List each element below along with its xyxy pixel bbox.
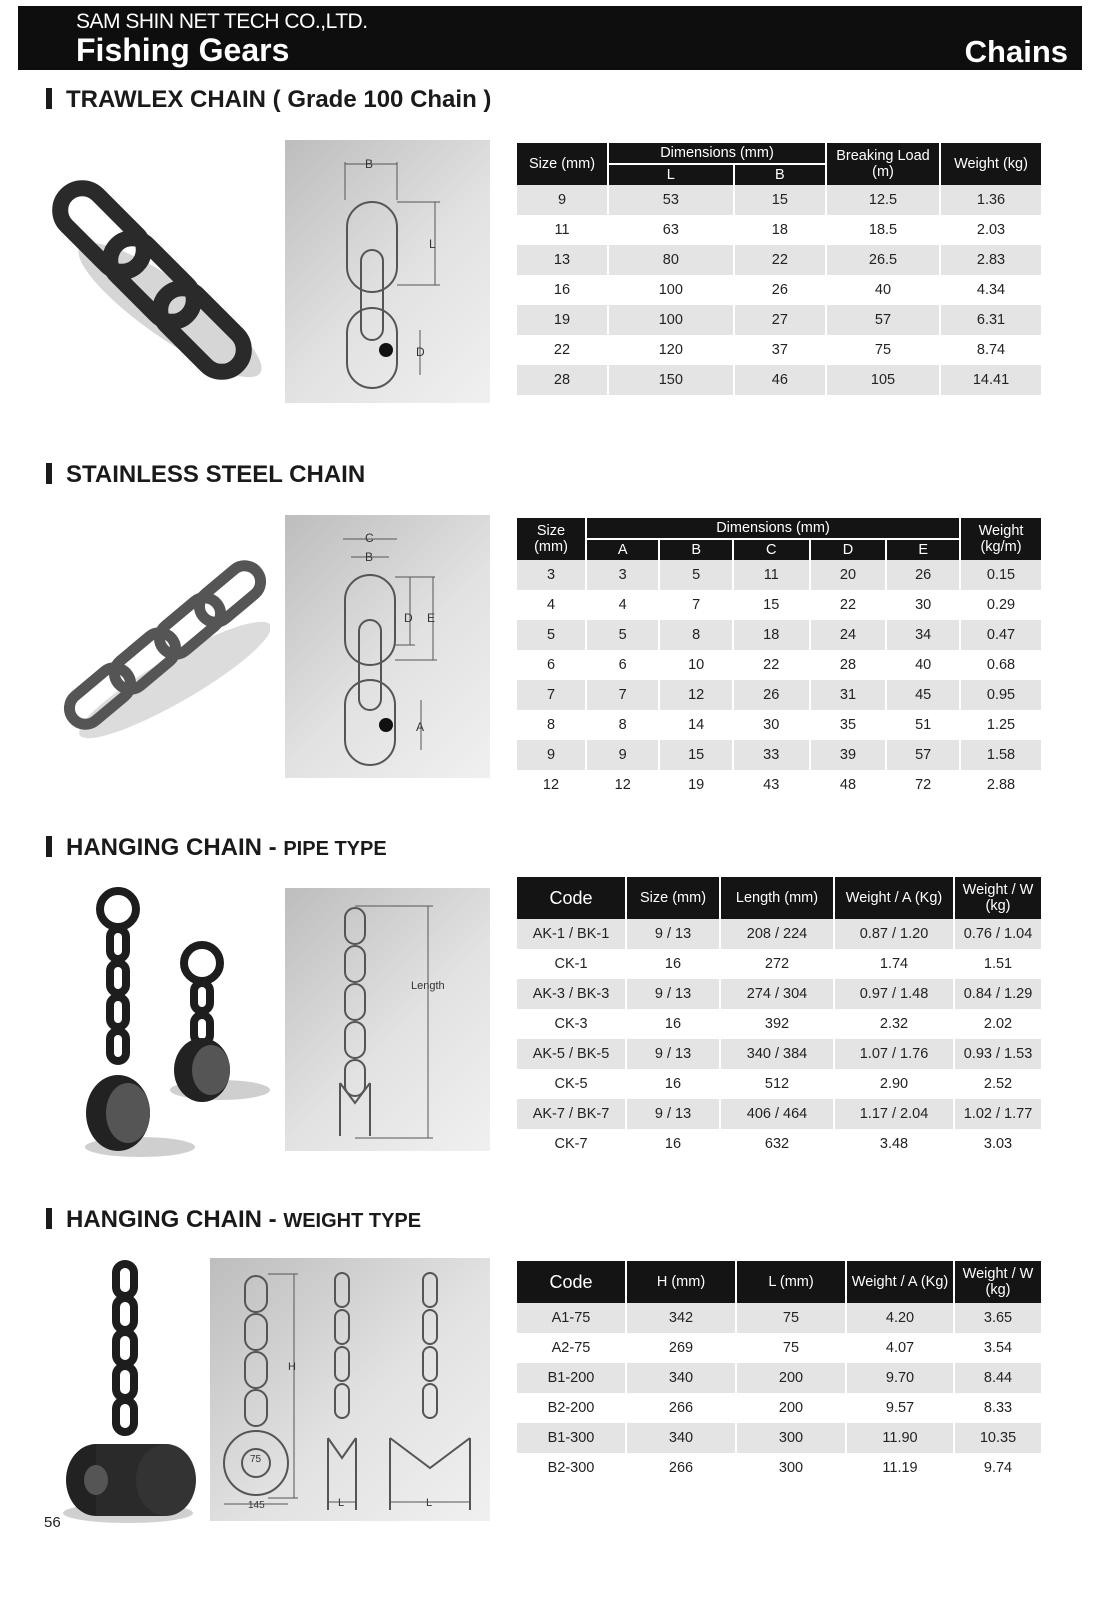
table-row [517,1303,1041,1333]
diagram-label-h: H [288,1361,296,1373]
table-cell: 4.34 [941,275,1041,305]
section-bar [46,88,52,109]
col-size: Size (mm) [517,518,585,560]
pipe-chain-photo [70,885,280,1165]
stainless-spec-table [515,518,1043,800]
table-cell: 40 [827,275,939,305]
table-cell: 120 [609,335,733,365]
table-cell: 5 [517,620,585,650]
table-cell: 57 [827,305,939,335]
table-row [517,365,1041,395]
diagram-label-75: 75 [250,1454,262,1465]
table-cell: 14.41 [941,365,1041,395]
table-cell: 53 [609,185,733,215]
table-cell: 0.68 [961,650,1041,680]
table-cell: AK-3 / BK-3 [517,979,625,1009]
table-cell: 105 [827,365,939,395]
table-cell: 40 [887,650,959,680]
trawlex-diagram [285,140,490,403]
table-cell: 632 [721,1129,833,1159]
table-cell: B1-200 [517,1363,625,1393]
table-cell: 33 [734,740,809,770]
weight-chain-photo [58,1258,198,1528]
table-cell: 51 [887,710,959,740]
table-row [517,620,1041,650]
trawlex-chain-photo [50,170,270,390]
table-cell: 12 [517,770,585,800]
table-cell: 274 / 304 [721,979,833,1009]
table-cell: 5 [587,620,658,650]
table-cell: 34 [887,620,959,650]
table-cell: 3.03 [955,1129,1041,1159]
table-cell: 7 [517,680,585,710]
table-cell: 266 [627,1453,735,1483]
table-cell: 0.93 / 1.53 [955,1039,1041,1069]
table-cell: 10.35 [955,1423,1041,1453]
table-cell: 1.58 [961,740,1041,770]
table-cell: 10 [660,650,731,680]
page-header [18,6,1082,70]
table-cell: 0.29 [961,590,1041,620]
table-cell: 4 [517,590,585,620]
diagram-label-l: L [429,237,436,251]
table-cell: 75 [737,1333,845,1363]
table-cell: 0.47 [961,620,1041,650]
table-cell: 9 / 13 [627,919,719,949]
table-cell: 340 / 384 [721,1039,833,1069]
table-cell: 80 [609,245,733,275]
table-cell: 0.97 / 1.48 [835,979,953,1009]
diagram-label-b: B [365,157,374,171]
table-cell: 8 [517,710,585,740]
diagram-label-l: L [426,1497,433,1509]
category-title: Chains [964,34,1068,69]
trawlex-spec-table [515,143,1043,395]
table-cell: 16 [627,1009,719,1039]
table-cell: 12.5 [827,185,939,215]
table-cell: 8.44 [955,1363,1041,1393]
table-row [517,1333,1041,1363]
table-cell: 8.33 [955,1393,1041,1423]
pipe-section-title: HANGING CHAIN - PIPE TYPE [46,834,387,862]
table-cell: 340 [627,1363,735,1393]
company-name: SAM SHIN NET TECH CO.,LTD. [76,10,368,33]
table-cell: 12 [660,680,731,710]
table-cell: 1.36 [941,185,1041,215]
table-cell: 1.74 [835,949,953,979]
table-cell: 4 [587,590,658,620]
table-row [517,919,1041,949]
table-cell: CK-5 [517,1069,625,1099]
table-cell: A2-75 [517,1333,625,1363]
table-cell: 19 [517,305,607,335]
table-row [517,335,1041,365]
table-cell: 18.5 [827,215,939,245]
table-cell: 1.07 / 1.76 [835,1039,953,1069]
table-cell: B2-200 [517,1393,625,1423]
table-cell: CK-7 [517,1129,625,1159]
table-cell: 27 [735,305,825,335]
table-row [517,1393,1041,1423]
table-row [517,1453,1041,1483]
table-cell: 72 [887,770,959,800]
section-bar [46,463,52,484]
col-dimensions: Dimensions (mm) [609,143,825,163]
table-cell: 22 [811,590,886,620]
diagram-label-d: D [404,611,413,625]
stainless-diagram [285,515,490,778]
table-cell: 39 [811,740,886,770]
table-cell: 22 [734,650,809,680]
table-cell: 26.5 [827,245,939,275]
table-cell: A1-75 [517,1303,625,1333]
table-cell: 1.51 [955,949,1041,979]
col-weight-a: Weight / A (Kg) [835,877,953,919]
table-row [517,710,1041,740]
table-row [517,560,1041,590]
stainless-chain-photo [55,560,270,750]
weight-diagram [210,1258,490,1521]
table-cell: 300 [737,1453,845,1483]
weight-spec-table [515,1261,1043,1483]
col-weight: Weight (kg) [941,143,1041,185]
table-row [517,979,1041,1009]
col-b: B [735,163,825,185]
table-cell: 11 [734,560,809,590]
table-cell: AK-1 / BK-1 [517,919,625,949]
table-row [517,185,1041,215]
table-cell: 3.54 [955,1333,1041,1363]
table-cell: 9.70 [847,1363,953,1393]
table-cell: 272 [721,949,833,979]
col-a: A [587,538,658,560]
pipe-diagram [285,888,490,1151]
table-row [517,1009,1041,1039]
table-cell: 0.15 [961,560,1041,590]
table-row [517,215,1041,245]
table-row [517,949,1041,979]
trawlex-section-title: TRAWLEX CHAIN ( Grade 100 Chain ) [46,86,491,114]
table-cell: 16 [627,1069,719,1099]
table-cell: 7 [587,680,658,710]
table-cell: B1-300 [517,1423,625,1453]
col-b: B [660,538,731,560]
table-cell: 2.03 [941,215,1041,245]
table-cell: 392 [721,1009,833,1039]
table-cell: 0.95 [961,680,1041,710]
table-row [517,305,1041,335]
diagram-label-l: L [338,1497,345,1509]
col-size: Size (mm) [627,877,719,919]
col-h: H (mm) [627,1261,735,1303]
diagram-label-length: Length [411,980,445,992]
weight-section-title: HANGING CHAIN - WEIGHT TYPE [46,1206,421,1234]
table-row [517,1129,1041,1159]
table-cell: 8 [660,620,731,650]
table-cell: 512 [721,1069,833,1099]
table-cell: 31 [811,680,886,710]
table-cell: 20 [811,560,886,590]
table-cell: 18 [734,620,809,650]
table-cell: 300 [737,1423,845,1453]
table-cell: 406 / 464 [721,1099,833,1129]
col-d: D [811,538,886,560]
table-cell: 48 [811,770,886,800]
col-c: C [734,538,809,560]
table-cell: 0.87 / 1.20 [835,919,953,949]
table-cell: 63 [609,215,733,245]
table-cell: 16 [627,949,719,979]
table-cell: 3.65 [955,1303,1041,1333]
table-cell: 340 [627,1423,735,1453]
col-code: Code [517,1261,625,1303]
table-cell: 8 [587,710,658,740]
table-cell: 100 [609,275,733,305]
diagram-label-b: B [365,550,374,564]
table-cell: 28 [517,365,607,395]
table-cell: 11.90 [847,1423,953,1453]
table-cell: 9.57 [847,1393,953,1423]
table-cell: 5 [660,560,731,590]
table-row [517,1069,1041,1099]
table-cell: 2.90 [835,1069,953,1099]
table-row [517,650,1041,680]
table-cell: 9 [517,185,607,215]
catalog-title: Fishing Gears [76,32,290,68]
table-row [517,1099,1041,1129]
table-row [517,1039,1041,1069]
table-cell: 0.84 / 1.29 [955,979,1041,1009]
col-breaking-load: Breaking Load (m) [827,143,939,185]
table-row [517,770,1041,800]
table-cell: 9 / 13 [627,1039,719,1069]
table-cell: 2.52 [955,1069,1041,1099]
pipe-spec-table [515,877,1043,1159]
table-cell: 46 [735,365,825,395]
col-dimensions: Dimensions (mm) [587,518,959,538]
section-bar [46,836,52,857]
table-row [517,1363,1041,1393]
table-cell: 11 [517,215,607,245]
table-cell: 75 [827,335,939,365]
diagram-label-a: A [416,720,425,734]
col-weight-w: Weight / W (kg) [955,1261,1041,1303]
table-cell: 15 [660,740,731,770]
table-cell: 1.25 [961,710,1041,740]
table-cell: 15 [735,185,825,215]
table-cell: AK-5 / BK-5 [517,1039,625,1069]
table-cell: CK-3 [517,1009,625,1039]
table-cell: 15 [734,590,809,620]
table-cell: 2.88 [961,770,1041,800]
table-cell: 30 [734,710,809,740]
table-cell: 3.48 [835,1129,953,1159]
table-cell: 22 [735,245,825,275]
table-cell: 342 [627,1303,735,1333]
table-cell: 6 [587,650,658,680]
table-cell: 26 [735,275,825,305]
table-cell: 16 [517,275,607,305]
table-cell: 26 [734,680,809,710]
table-row [517,590,1041,620]
table-cell: 200 [737,1393,845,1423]
table-row [517,245,1041,275]
table-cell: 200 [737,1363,845,1393]
table-row [517,275,1041,305]
col-size: Size (mm) [517,143,607,185]
table-cell: 208 / 224 [721,919,833,949]
table-cell: 4.20 [847,1303,953,1333]
diagram-label-d: D [416,345,425,359]
diagram-label-e: E [427,611,436,625]
table-cell: 1.17 / 2.04 [835,1099,953,1129]
table-cell: 9.74 [955,1453,1041,1483]
diagram-label-c: C [365,531,374,545]
table-cell: 18 [735,215,825,245]
table-row [517,1423,1041,1453]
col-e: E [887,538,959,560]
col-l: L [609,163,733,185]
table-cell: 12 [587,770,658,800]
table-cell: B2-300 [517,1453,625,1483]
col-weight-w: Weight / W (kg) [955,877,1041,919]
table-cell: 22 [517,335,607,365]
table-cell: 43 [734,770,809,800]
col-l: L (mm) [737,1261,845,1303]
col-length: Length (mm) [721,877,833,919]
table-cell: CK-1 [517,949,625,979]
page-number: 56 [44,1514,61,1531]
table-cell: 269 [627,1333,735,1363]
table-cell: 26 [887,560,959,590]
table-cell: 19 [660,770,731,800]
table-cell: 57 [887,740,959,770]
table-cell: 16 [627,1129,719,1159]
col-code: Code [517,877,625,919]
diagram-label-145: 145 [248,1500,265,1511]
table-cell: 45 [887,680,959,710]
col-weight: Weight (kg/m) [961,518,1041,560]
table-cell: 28 [811,650,886,680]
table-cell: 6 [517,650,585,680]
table-row [517,680,1041,710]
table-cell: 7 [660,590,731,620]
table-cell: 100 [609,305,733,335]
table-cell: 24 [811,620,886,650]
section-bar [46,1208,52,1229]
table-cell: 9 [587,740,658,770]
table-cell: 9 / 13 [627,1099,719,1129]
table-cell: 150 [609,365,733,395]
table-cell: AK-7 / BK-7 [517,1099,625,1129]
table-cell: 3 [587,560,658,590]
table-cell: 2.32 [835,1009,953,1039]
table-row [517,740,1041,770]
table-cell: 9 [517,740,585,770]
table-cell: 2.83 [941,245,1041,275]
stainless-section-title: STAINLESS STEEL CHAIN [46,461,365,489]
table-cell: 75 [737,1303,845,1333]
table-cell: 35 [811,710,886,740]
table-cell: 0.76 / 1.04 [955,919,1041,949]
table-cell: 1.02 / 1.77 [955,1099,1041,1129]
col-weight-a: Weight / A (Kg) [847,1261,953,1303]
table-cell: 9 / 13 [627,979,719,1009]
table-cell: 13 [517,245,607,275]
table-cell: 6.31 [941,305,1041,335]
table-cell: 2.02 [955,1009,1041,1039]
table-cell: 8.74 [941,335,1041,365]
table-cell: 266 [627,1393,735,1423]
table-cell: 14 [660,710,731,740]
table-cell: 3 [517,560,585,590]
table-cell: 4.07 [847,1333,953,1363]
table-cell: 11.19 [847,1453,953,1483]
table-cell: 30 [887,590,959,620]
table-cell: 37 [735,335,825,365]
